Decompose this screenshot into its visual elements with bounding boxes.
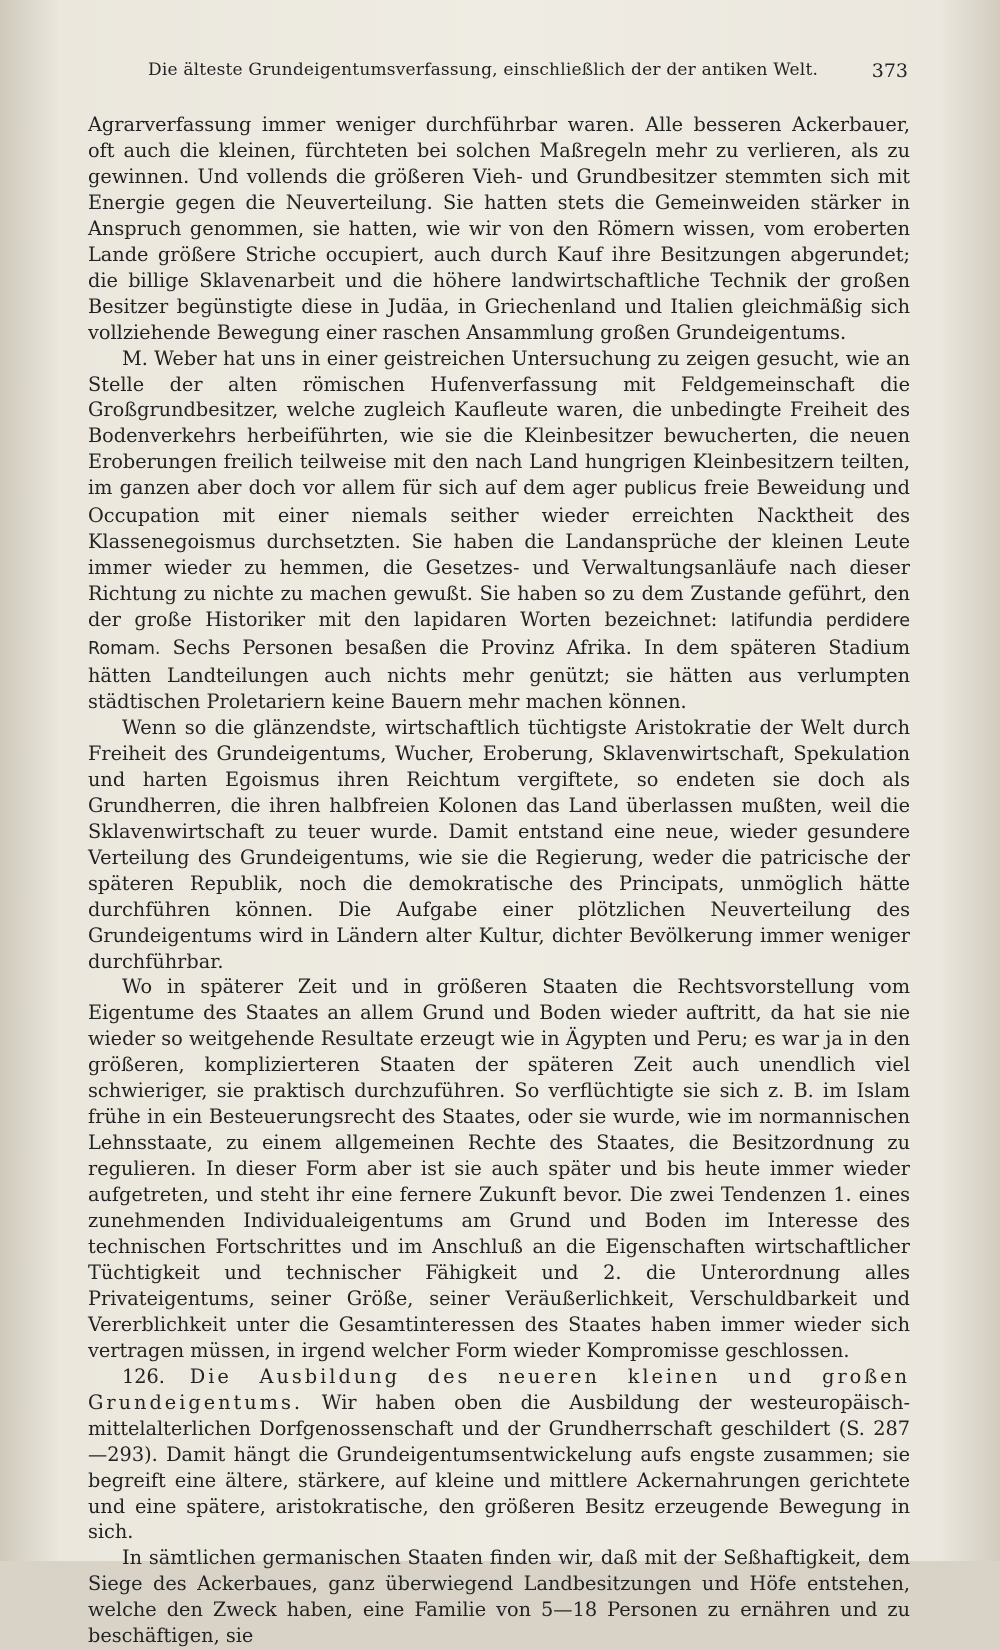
page-number: 373	[871, 60, 908, 82]
paragraph-3: Wenn so die glänzendste, wirtschaftlich tüchtigste Aristokratie der Welt durch Freiheit des Grundeigentums, Wucher, Eroberung, Sklavenwirtschaft, Spekulation und harten Egoismus ihren Reichtum vergiftete, so endeten sie doch als Grundherren, die ihren halbfreien Kolonen das Land überlassen mußten, weil die Sklavenwirtschaft zu teuer wurde. Damit entstand eine neue, wieder gesundere Verteilung des Grundeigentums, wie sie die Regierung, weder die patricische der späteren Republik, noch die demokratische des Principats, unmöglich hätte durchführen können. Die Aufgabe einer plötzlichen Neuverteilung des Grundeigentums wird in Ländern alter Kultur, dichter Bevölkerung immer weniger durchführbar.	[88, 715, 910, 973]
paragraph-1: Agrarverfassung immer weniger durchführbar waren. Alle besseren Ackerbauer, oft auch die kleinen, fürchteten bei solchen Maßregeln mehr zu verlieren, als zu gewinnen. Und vollends die größeren Vieh- und Grundbesitzer stemmten sich mit Energie gegen die Neuverteilung. Sie hatten stets die Gemeinweiden stärker in Anspruch genommen, sie hatten, wie wir von den Römern wissen, vom eroberten Lande größere Striche occupiert, auch durch Kauf ihre Besitzungen abgerundet; die billige Sklavenarbeit und die höhere landwirtschaftliche Technik der großen Besitzer begünstigte diese in Judäa, in Griechenland und Italien gleichmäßig sich vollziehende Bewegung einer raschen Ansammlung großen Grundeigentums.	[88, 113, 910, 344]
body-text	[88, 112, 910, 1649]
paragraph-2-text-b: freie Beweidung und Occupation mit einer niemals seither wieder erreichten Nacktheit des Klassenegoismus durchsetzten. Sie haben die Landansprüche der kleinen Leute immer wieder zu hemmen, die Gesetzes- und Verwaltungsanläufe nach dieser Richtung zu nichte zu machen gewußt. Sie haben so zu dem Zustande geführt, den der große Historiker mit den lapidaren Worten bezeichnet:	[88, 476, 910, 632]
latin-quote: latifundia perdidere Romam.	[88, 611, 910, 660]
paragraph-2	[88, 346, 910, 715]
section-126	[88, 1364, 910, 1546]
paragraph-6: In sämtlichen germanischen Staaten finden wir, daß mit der Seßhaftigkeit, dem Siege des Ackerbaues, ganz überwiegend Landbesitzungen und Höfe entstehen, welche den Zweck haben, eine Familie von 5—18 Personen zu ernähren und zu beschäftigen, sie	[88, 1546, 910, 1648]
page-header	[88, 60, 908, 88]
paragraph-2-text-a: M. Weber hat uns in einer geistreichen Untersuchung zu zeigen gesucht, wie an Stelle der alten römischen Hufenverfassung mit Feldgemeinschaft die Großgrundbesitzer, welche zugleich Kaufleute waren, die unbedingte Freiheit des Bodenverkehrs herbeiführten, wie sie die Kleinbesitzer bewucherten, die neuen Eroberungen freilich teilweise mit den nach Land hungrigen Kleinbesitzern teilten, im ganzen aber doch vor allem für sich auf dem ager	[88, 346, 910, 500]
paragraph-2-text-c: Sechs Personen besaßen die Provinz Afrika. In dem späteren Stadium hätten Landteilungen auch nichts mehr genützt; sie hätten aus verlumpten städtischen Proletariern keine Bauern mehr machen können.	[88, 636, 910, 713]
paragraph-4: Wo in späterer Zeit und in größeren Staaten die Rechtsvorstellung vom Eigentume des Staates an allem Grund und Boden wieder auftritt, da hat sie nie wieder so weitgehende Resultate erzeugt wie in Ägypten und Peru; es war ja in den größeren, komplizierteren Staaten der späteren Zeit auch unendlich viel schwieriger, sie praktisch durchzuführen. So verflüchtigte sie sich z. B. im Islam frühe in ein Besteuerungsrecht des Staates, oder sie wurde, wie im normannischen Lehnsstaate, zu einem allgemeinen Rechte des Staates, die Besitzordnung zu regulieren. In dieser Form aber ist sie auch später und bis heute immer wieder aufgetreten, und steht ihr eine fernere Zukunft bevor. Die zwei Tendenzen 1. eines zunehmenden Individualeigentums am Grund und Boden im Interesse des technischen Fortschrittes und im Anschluß an die Eigenschaften wirtschaftlicher Tüchtigkeit und technischer Fähigkeit und 2. die Unterordnung alles Privateigentums, seiner Größe, seiner Veräußerlichkeit, Verschuldbarkeit und Vererblichkeit unter die Gesamtinteressen des Staates haben immer wieder sich vertragen müssen, in irgend welcher Form wieder Kompromisse geschlossen.	[88, 975, 910, 1362]
running-head: Die älteste Grundeigentumsverfassung, einschließlich der der antiken Welt.	[148, 60, 819, 80]
section-number: 126.	[122, 1364, 165, 1388]
section-heading: Die Ausbildung des neueren kleinen und großen Grundeigentums.	[88, 1364, 910, 1414]
latin-term-publicus: publicus	[623, 479, 697, 500]
section-126-text: Wir haben oben die Ausbildung der westeuropäisch-mittelalterlichen Dorfgenossenschaft und der Grundherrschaft geschildert (S. 287—293). Damit hängt die Grundeigentumsentwickelung aufs engste zusammen; sie begreift eine ältere, stärkere, auf kleine und mittlere Ackernahrungen gerichtete und eine spätere, aristokratische, den größeren Besitz erzeugende Bewegung in sich.	[88, 1390, 910, 1544]
